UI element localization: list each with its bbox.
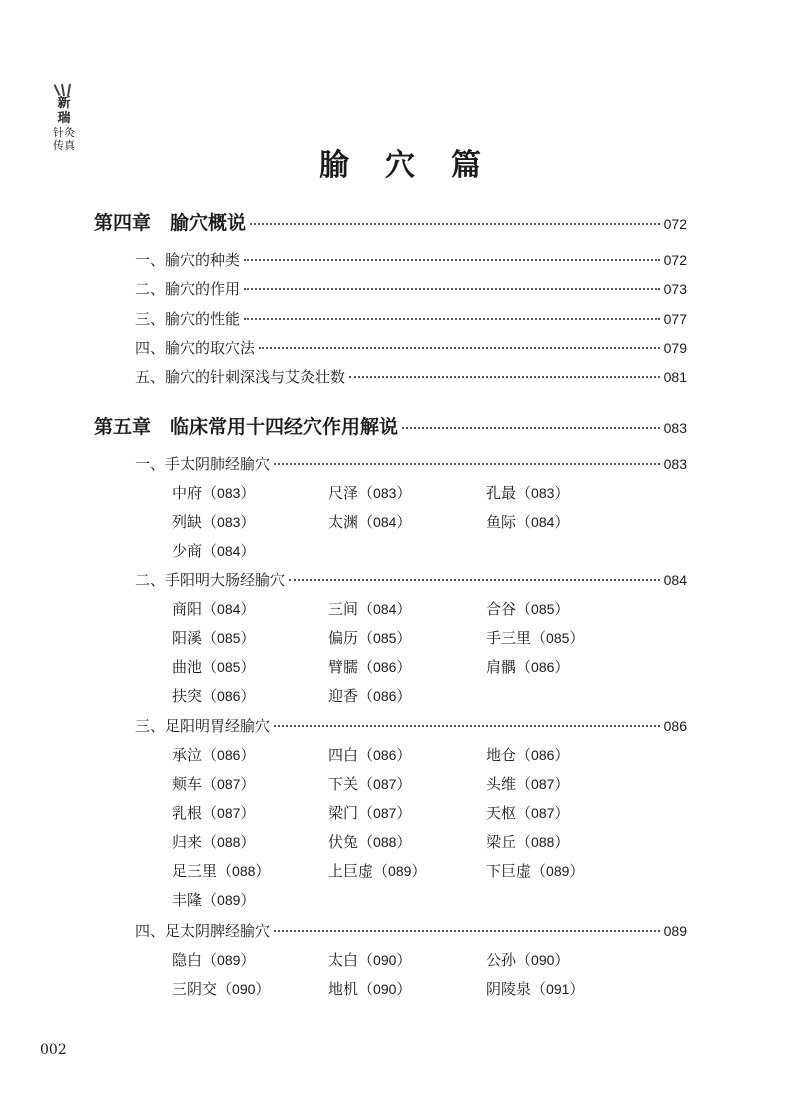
acupoint-entry[interactable]: 少商（084） [172,542,256,560]
acupoint-entry[interactable]: 手三里（085） [486,629,585,647]
point-page: 085 [373,630,397,646]
point-page: 086 [373,747,397,763]
acupoint-entry[interactable]: 商阳（084） [172,600,256,618]
point-name: 梁门 [328,804,359,822]
leader-dots [349,376,660,378]
toc-chapter[interactable] [94,208,687,235]
acupoint-entry[interactable]: 下关（087） [328,775,412,793]
point-page: 090 [373,981,397,997]
section-page: 073 [663,281,687,297]
section-label: 四、足太阴脾经腧穴 [135,922,271,940]
section-page: 081 [663,369,687,385]
point-page: 084 [217,601,241,617]
leader-dots [274,930,660,932]
logo-rays-icon [52,78,76,96]
point-name: 足三里 [172,862,218,880]
leader-dots [274,725,660,727]
point-page: 086 [217,688,241,704]
acupoint-entry[interactable]: 扶突（086） [172,687,256,705]
point-name: 公孙 [486,951,517,969]
section-label: 四、腧穴的取穴法 [135,339,256,357]
acupoint-entry[interactable]: 足三里（088） [172,862,271,880]
point-name: 曲池 [172,658,203,676]
point-page: 089 [217,952,241,968]
leader-dots [244,288,660,290]
acupoint-entry[interactable]: 太渊（084） [328,513,412,531]
leader-dots [274,463,660,465]
section-page: 089 [663,923,687,939]
point-page: 085 [531,601,555,617]
acupoint-entry[interactable]: 公孙（090） [486,951,570,969]
section-label: 一、腧穴的种类 [135,251,241,269]
acupoint-entry[interactable]: 鱼际（084） [486,513,570,531]
point-page: 088 [531,834,555,850]
point-name: 归来 [172,833,203,851]
point-name: 合谷 [486,600,517,618]
chapter-page: 083 [663,420,687,436]
acupoint-entry[interactable]: 上巨虚（089） [328,862,427,880]
acupoint-entry[interactable]: 下巨虚（089） [486,862,585,880]
page-title: 腧穴篇 [319,148,517,183]
section-label: 三、腧穴的性能 [135,310,241,328]
point-page: 085 [546,630,570,646]
leader-dots [244,259,660,261]
chapter-label: 第五章 临床常用十四经穴作用解说 [94,416,399,438]
point-page: 085 [217,630,241,646]
acupoint-entry[interactable]: 合谷（085） [486,600,570,618]
point-page: 084 [373,601,397,617]
point-page: 087 [531,805,555,821]
point-name: 阳溪 [172,629,203,647]
point-page: 087 [217,776,241,792]
point-page: 083 [217,514,241,530]
toc-section[interactable] [135,366,687,387]
acupoint-entry[interactable]: 三阴交（090） [172,980,271,998]
point-page: 086 [373,659,397,675]
toc-section[interactable] [135,308,687,329]
toc-chapter[interactable] [94,412,687,439]
section-label: 一、手太阴肺经腧穴 [135,455,271,473]
section-page: 083 [663,456,687,472]
acupoint-entry[interactable]: 孔最（083） [486,484,570,502]
acupoint-entry[interactable]: 天枢（087） [486,804,570,822]
point-name: 下巨虚 [486,862,532,880]
section-label: 五、腧穴的针刺深浅与艾灸壮数 [135,368,346,386]
point-page: 083 [531,485,555,501]
point-page: 086 [531,659,555,675]
point-name: 伏兔 [328,833,359,851]
leader-dots [250,223,660,225]
point-name: 少商 [172,542,203,560]
point-page: 083 [217,485,241,501]
section-label: 三、足阳明胃经腧穴 [135,717,271,735]
leader-dots [259,347,660,349]
acupoint-entry[interactable]: 地机（090） [328,980,412,998]
point-page: 090 [531,952,555,968]
point-name: 颊车 [172,775,203,793]
point-page: 089 [388,863,412,879]
point-name: 太渊 [328,513,359,531]
point-page: 087 [373,776,397,792]
point-name: 扶突 [172,687,203,705]
point-name: 地仓 [486,746,517,764]
point-page: 088 [217,834,241,850]
acupoint-entry[interactable]: 梁丘（088） [486,833,570,851]
point-page: 091 [546,981,570,997]
acupoint-entry[interactable]: 迎香（086） [328,687,412,705]
point-name: 商阳 [172,600,203,618]
point-name: 中府 [172,484,203,502]
point-page: 087 [217,805,241,821]
point-name: 头维 [486,775,517,793]
point-name: 隐白 [172,951,203,969]
toc-section[interactable] [135,249,687,270]
point-name: 迎香 [328,687,359,705]
point-page: 090 [373,952,397,968]
point-name: 四白 [328,746,359,764]
acupoint-entry[interactable]: 头维（087） [486,775,570,793]
acupoint-entry[interactable]: 地仓（086） [486,746,570,764]
point-page: 089 [546,863,570,879]
toc-section[interactable] [135,337,687,358]
point-page: 083 [373,485,397,501]
acupoint-entry[interactable]: 四白（086） [328,746,412,764]
acupoint-entry[interactable]: 太白（090） [328,951,412,969]
page-number: 002 [40,1042,67,1058]
acupoint-entry[interactable]: 阴陵泉（091） [486,980,585,998]
acupoint-entry[interactable]: 三间（084） [328,600,412,618]
acupoint-entry[interactable]: 颊车（087） [172,775,256,793]
section-label: 二、手阳明大肠经腧穴 [135,571,286,589]
acupoint-entry[interactable]: 归来（088） [172,833,256,851]
point-page: 085 [217,659,241,675]
point-page: 089 [217,892,241,908]
point-name: 列缺 [172,513,203,531]
point-name: 臂臑 [328,658,359,676]
logo-bold-text: 新瑞 [57,96,71,126]
point-page: 084 [373,514,397,530]
section-label: 二、腧穴的作用 [135,280,241,298]
point-page: 087 [531,776,555,792]
toc-section[interactable] [135,715,687,736]
point-name: 偏历 [328,629,359,647]
acupoint-entry[interactable]: 尺泽（083） [328,484,412,502]
point-name: 太白 [328,951,359,969]
point-page: 087 [373,805,397,821]
acupoint-entry[interactable]: 乳根（087） [172,804,256,822]
toc-section[interactable] [135,453,687,474]
acupoint-entry[interactable]: 伏兔（088） [328,833,412,851]
point-page: 084 [217,543,241,559]
point-name: 乳根 [172,804,203,822]
acupoint-entry[interactable]: 臂臑（086） [328,658,412,676]
point-page: 088 [373,834,397,850]
point-name: 上巨虚 [328,862,374,880]
point-page: 090 [232,981,256,997]
acupoint-entry[interactable]: 偏历（085） [328,629,412,647]
point-page: 084 [531,514,555,530]
acupoint-entry[interactable]: 阳溪（085） [172,629,256,647]
point-name: 三间 [328,600,359,618]
acupoint-entry[interactable]: 承泣（086） [172,746,256,764]
acupoint-entry[interactable]: 隐白（089） [172,951,256,969]
point-page: 086 [373,688,397,704]
section-page: 072 [663,252,687,268]
point-name: 承泣 [172,746,203,764]
point-name: 孔最 [486,484,517,502]
point-page: 086 [217,747,241,763]
section-page: 079 [663,340,687,356]
section-page: 086 [663,718,687,734]
point-name: 阴陵泉 [486,980,532,998]
point-name: 下关 [328,775,359,793]
leader-dots [289,579,660,581]
point-name: 地机 [328,980,359,998]
point-name: 天枢 [486,804,517,822]
acupoint-entry[interactable]: 肩髃（086） [486,658,570,676]
leader-dots [402,427,660,429]
acupoint-entry[interactable]: 丰隆（089） [172,891,256,909]
section-page: 077 [663,311,687,327]
leader-dots [244,318,660,320]
point-name: 肩髃 [486,658,517,676]
acupoint-entry[interactable]: 列缺（083） [172,513,256,531]
point-page: 088 [232,863,256,879]
point-name: 手三里 [486,629,532,647]
toc-section[interactable] [135,569,687,590]
acupoint-entry[interactable]: 梁门（087） [328,804,412,822]
point-name: 尺泽 [328,484,359,502]
chapter-label: 第四章 腧穴概说 [94,212,247,234]
acupoint-entry[interactable]: 中府（083） [172,484,256,502]
toc-section[interactable] [135,920,687,941]
point-name: 鱼际 [486,513,517,531]
point-name: 三阴交 [172,980,218,998]
logo-subtitle: 针灸传真 [53,126,75,152]
point-page: 086 [531,747,555,763]
point-name: 丰隆 [172,891,203,909]
section-page: 084 [663,572,687,588]
point-name: 梁丘 [486,833,517,851]
toc-section[interactable] [135,278,687,299]
chapter-page: 072 [663,216,687,232]
acupoint-entry[interactable]: 曲池（085） [172,658,256,676]
